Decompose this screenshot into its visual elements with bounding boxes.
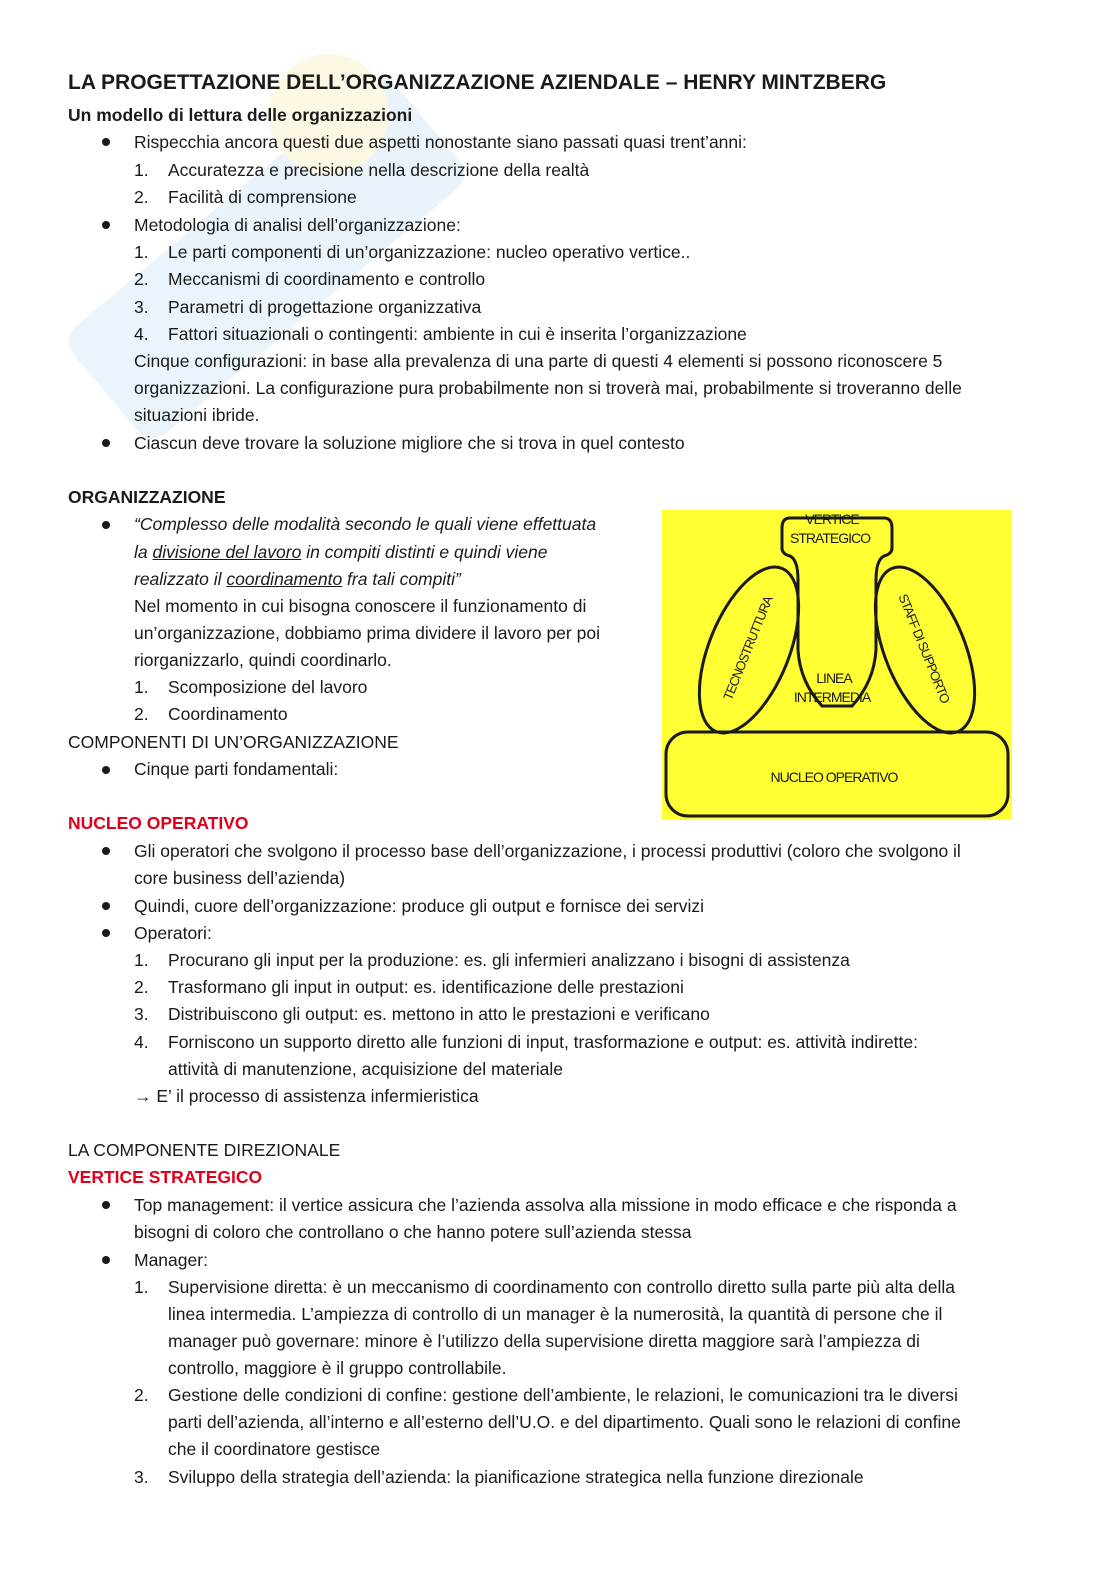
bullet-text: Quindi, cuore dell’organizzazione: produce gli output e fornisce dei servizi [134, 896, 705, 916]
list-item: Coordinamento [168, 704, 288, 724]
list-number: 1. [134, 160, 149, 180]
quote-line: realizzato il coordinamento fra tali compiti” [134, 569, 461, 589]
quote-line: la divisione del lavoro in compiti distinti e quindi viene [134, 542, 548, 562]
nucleo-label: NUCLEO OPERATIVO [770, 769, 898, 785]
bullet-text: Manager: [134, 1250, 208, 1270]
bullet [102, 138, 110, 146]
list-item-cont: che il coordinatore gestisce [168, 1439, 381, 1459]
tecnostruttura-label: TECNOSTRUTTURA [720, 594, 776, 703]
list-number: 2. [134, 269, 149, 289]
underlined-term: divisione del lavoro [152, 542, 302, 562]
section-heading: ORGANIZZAZIONE [68, 487, 226, 507]
bullet-text: Gli operatori che svolgono il processo base dell’organizzazione, i processi produttivi (coloro che svolgono il [134, 841, 961, 861]
list-item: Gestione delle condizioni di confine: gestione dell’ambiente, le relazioni, le comunicazioni tra le diversi [168, 1385, 958, 1405]
bullet [102, 439, 110, 447]
bullet-text: Rispecchia ancora questi due aspetti nonostante siano passati quasi trent’anni: [134, 132, 747, 152]
list-item-cont: attività di manutenzione, acquisizione del materiale [168, 1059, 563, 1079]
bullet [102, 902, 110, 910]
list-number: 3. [134, 297, 149, 317]
list-number: 4. [134, 324, 149, 344]
list-number: 2. [134, 187, 149, 207]
subtitle: Un modello di lettura delle organizzazioni [68, 105, 413, 125]
list-item: Procurano gli input per la produzione: es. gli infermieri analizzano i bisogni di assistenza [168, 950, 850, 970]
bullet [102, 1256, 110, 1264]
paragraph-line: un’organizzazione, dobbiamo prima dividere il lavoro per poi [134, 623, 600, 643]
bullet [102, 929, 110, 937]
list-item: Trasformano gli input in output: es. identificazione delle prestazioni [168, 977, 684, 997]
list-item: Sviluppo della strategia dell’azienda: la pianificazione strategica nella funzione direzionale [168, 1467, 864, 1487]
bullet [102, 521, 110, 529]
underlined-term: coordinamento [226, 569, 343, 589]
list-item-cont: manager può governare: minore è l’utilizzo della supervisione diretta maggiore sarà l’ampiezza di [168, 1331, 920, 1351]
bullet-text-cont: bisogni di coloro che controllano o che hanno potere sull’azienda stessa [134, 1222, 692, 1242]
list-item-cont: linea intermedia. L’ampiezza di controllo di un manager è la numerosità, la quantità di persone che il [168, 1304, 943, 1324]
list-item: Scomposizione del lavoro [168, 677, 368, 697]
section-heading-red: VERTICE STRATEGICO [68, 1167, 263, 1187]
list-item: Fattori situazionali o contingenti: ambiente in cui è inserita l’organizzazione [168, 324, 747, 344]
staff-label: STAFF DI SUPPORTO [895, 591, 953, 705]
list-item: Supervisione diretta: è un meccanismo di coordinamento con controllo diretto sulla parte più alta della [168, 1277, 955, 1297]
list-item: Forniscono un supporto diretto alle funzioni di input, trasformazione e output: es. attività indirette: [168, 1032, 919, 1052]
list-number: 2. [134, 977, 149, 997]
linea-label-2: INTERMEDIA [793, 689, 871, 705]
list-item: Accuratezza e precisione nella descrizione della realtà [168, 160, 590, 180]
bullet [102, 766, 110, 774]
bullet-text: Cinque parti fondamentali: [134, 759, 339, 779]
arrow-icon: → [134, 1086, 152, 1106]
vertice-label-1: VERTICE [805, 511, 859, 527]
bullet-text: Ciascun deve trovare la soluzione migliore che si trova in quel contesto [134, 433, 685, 453]
list-number: 1. [134, 242, 149, 262]
bullet [102, 847, 110, 855]
list-item: Meccanismi di coordinamento e controllo [168, 269, 486, 289]
list-item-cont: controllo, maggiore è il gruppo controllabile. [168, 1358, 507, 1378]
section-heading-red: NUCLEO OPERATIVO [68, 813, 249, 833]
mintzberg-diagram [662, 510, 1012, 820]
paragraph-line: riorganizzarlo, quindi coordinarlo. [134, 650, 392, 670]
page-title: LA PROGETTAZIONE DELL’ORGANIZZAZIONE AZIENDALE – HENRY MINTZBERG [68, 71, 887, 94]
list-item: Facilità di comprensione [168, 187, 357, 207]
list-number: 2. [134, 1385, 149, 1405]
linea-label-1: LINEA [816, 670, 852, 686]
list-number: 4. [134, 1032, 149, 1052]
bullet [102, 1201, 110, 1209]
list-number: 3. [134, 1004, 149, 1024]
section-heading: LA COMPONENTE DIREZIONALE [68, 1140, 341, 1160]
list-item: Parametri di progettazione organizzativa [168, 297, 482, 317]
bullet-text: Top management: il vertice assicura che l’azienda assolva alla missione in modo efficace e che risponda a [134, 1195, 957, 1215]
list-number: 1. [134, 677, 149, 697]
bullet-text-cont: core business dell’azienda) [134, 868, 346, 888]
quote-line: “Complesso delle modalità secondo le quali viene effettuata [134, 514, 597, 534]
bullet [102, 221, 110, 229]
list-item-cont: parti dell’azienda, all’interno e all’esterno dell’U.O. e del dipartimento. Quali sono le relazioni di confine [168, 1412, 961, 1432]
paragraph-line: organizzazioni. La configurazione pura probabilmente non si troverà mai, probabilmente si troveranno delle [134, 378, 962, 398]
paragraph-line: Nel momento in cui bisogna conoscere il funzionamento di [134, 596, 587, 616]
paragraph-line: situazioni ibride. [134, 405, 260, 425]
list-item: Distribuiscono gli output: es. mettono in atto le prestazioni e verificano [168, 1004, 710, 1024]
vertice-label-2: STRATEGICO [790, 530, 870, 546]
list-number: 3. [134, 1467, 149, 1487]
list-number: 1. [134, 1277, 149, 1297]
arrow-line: → E’ il processo di assistenza infermieristica [134, 1086, 479, 1106]
section-heading: COMPONENTI DI UN’ORGANIZZAZIONE [68, 732, 399, 752]
list-number: 2. [134, 704, 149, 724]
bullet-text: Operatori: [134, 923, 212, 943]
list-item: Le parti componenti di un’organizzazione: nucleo operativo vertice.. [168, 242, 691, 262]
paragraph-line: Cinque configurazioni: in base alla prevalenza di una parte di questi 4 elementi si possono riconoscere 5 [134, 351, 943, 371]
list-number: 1. [134, 950, 149, 970]
bullet-text: Metodologia di analisi dell’organizzazione: [134, 215, 461, 235]
